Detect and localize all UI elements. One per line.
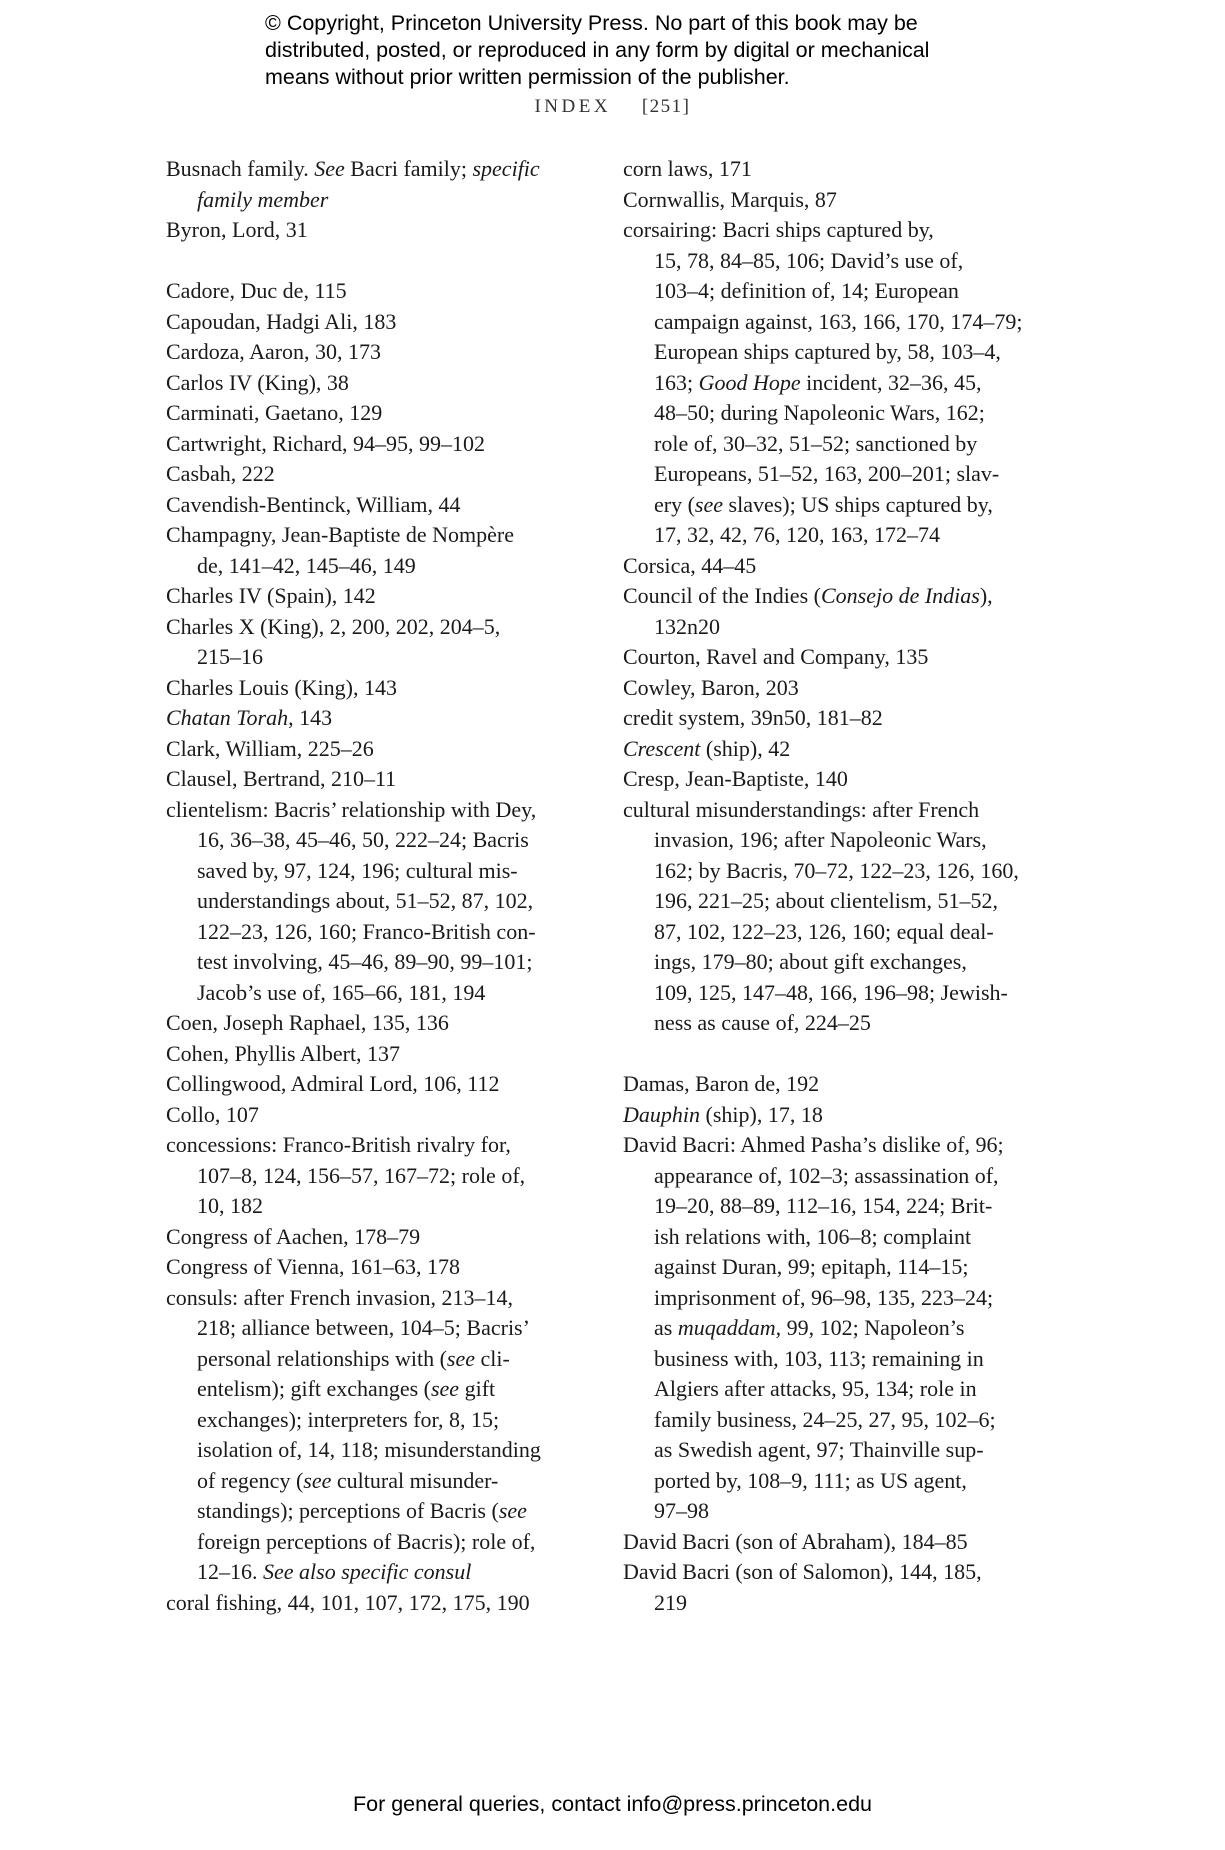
index-text: saved by, 97, 124, 196; cultural mis- xyxy=(197,857,518,883)
index-text: 196, 221–25; about clientelism, 51–52, xyxy=(654,888,999,913)
index-text-italic: specific xyxy=(472,156,540,181)
index-text: Carminati, Gaetano, 129 xyxy=(166,400,383,425)
index-entry-line xyxy=(166,673,586,704)
index-entry-line xyxy=(166,764,586,795)
index-text-italic: see xyxy=(498,1498,527,1523)
index-text: Congress of Aachen, 178–79 xyxy=(166,1223,421,1249)
index-text: Collingwood, Admiral Lord, 106, 112 xyxy=(166,1071,500,1096)
index-text: ish relations with, 106–8; complaint xyxy=(654,1223,972,1249)
index-entry-continuation xyxy=(623,886,1043,917)
index-entry-line xyxy=(623,1130,1043,1161)
index-entry-line xyxy=(623,551,1043,582)
index-gap xyxy=(623,1039,1043,1070)
index-entry-continuation xyxy=(166,1435,586,1466)
index-entry-line xyxy=(623,581,1043,612)
index-entry-continuation xyxy=(166,1527,586,1558)
index-entry-continuation xyxy=(623,825,1043,856)
index-entry-line xyxy=(623,154,1043,185)
index-text: 219 xyxy=(654,1589,687,1615)
index-text: corn laws, 171 xyxy=(623,156,752,181)
index-entry-line xyxy=(623,673,1043,704)
index-text-italic: see xyxy=(303,1467,332,1493)
index-entry-line xyxy=(166,795,586,826)
index-gap xyxy=(166,246,586,277)
index-text: incident, 32–36, 45, xyxy=(800,369,982,395)
index-text: Cadore, Duc de, 115 xyxy=(166,278,347,303)
index-entry-continuation xyxy=(623,1466,1043,1497)
index-entry-line xyxy=(166,429,586,460)
index-entry-line xyxy=(166,1039,586,1070)
index-entry-continuation xyxy=(623,459,1043,490)
index-entry-continuation xyxy=(166,947,586,978)
index-text: Casbah, 222 xyxy=(166,461,275,486)
index-text: clientelism: Bacris’ relationship with Dey, xyxy=(166,796,537,822)
index-entry-line xyxy=(623,764,1043,795)
index-text-italic: See also specific consul xyxy=(263,1559,472,1584)
index-text: David Bacri (son of Abraham), 184–85 xyxy=(623,1528,968,1554)
index-text-italic: see xyxy=(446,1345,475,1371)
index-text: cli- xyxy=(475,1345,510,1371)
index-entry-line xyxy=(623,795,1043,826)
index-entry-continuation xyxy=(623,398,1043,429)
index-text: ings, 179–80; about gift exchanges, xyxy=(654,949,967,974)
index-entry-continuation xyxy=(623,246,1043,277)
index-text: invasion, 196; after Napoleonic Wars, xyxy=(654,827,987,852)
index-entry-continuation xyxy=(623,368,1043,399)
index-text: , 143 xyxy=(288,705,333,730)
copyright-line: distributed, posted, or reproduced in any form by digital or mechanical xyxy=(265,38,930,62)
index-text: understandings about, 51–52, 87, 102, xyxy=(197,888,534,913)
index-entry-line xyxy=(166,398,586,429)
index-text: as Swedish agent, 97; Thainville sup- xyxy=(654,1437,984,1462)
index-text: coral fishing, 44, 101, 107, 172, 175, 190 xyxy=(166,1589,530,1615)
index-text: Cardoza, Aaron, 30, 173 xyxy=(166,339,382,364)
index-text: 87, 102, 122–23, 126, 160; equal deal- xyxy=(654,918,994,944)
index-text: isolation of, 14, 118; misunderstanding xyxy=(197,1437,541,1462)
index-column-left xyxy=(166,154,586,1618)
copyright-line: means without prior written permission of the publisher. xyxy=(265,65,790,89)
index-text: Clark, William, 225–26 xyxy=(166,735,374,761)
index-entry-continuation xyxy=(623,917,1043,948)
index-text: Jacob’s use of, 165–66, 181, 194 xyxy=(197,979,486,1005)
index-text: campaign against, 163, 166, 170, 174–79; xyxy=(654,308,1023,334)
index-text: Busnach family. xyxy=(166,156,315,181)
index-text: Coen, Joseph Raphael, 135, 136 xyxy=(166,1010,449,1035)
index-entry-line xyxy=(166,520,586,551)
index-text-italic: see xyxy=(430,1376,460,1401)
index-text: 109, 125, 147–48, 166, 196–98; Jewish- xyxy=(654,979,1008,1005)
index-text: 215–16 xyxy=(197,644,263,669)
index-text: against Duran, 99; epitaph, 114–15; xyxy=(654,1254,969,1279)
index-entry-continuation xyxy=(166,1466,586,1497)
index-text: imprisonment of, 96–98, 135, 223–24; xyxy=(654,1284,994,1310)
index-text: cultural misunder- xyxy=(331,1467,499,1493)
index-entry-continuation xyxy=(166,1161,586,1192)
index-text: slaves); US ships captured by, xyxy=(723,491,993,517)
index-entry-line xyxy=(166,368,586,399)
index-text: Carlos IV (King), 38 xyxy=(166,369,349,395)
index-entry-line xyxy=(166,1100,586,1131)
index-entry-line xyxy=(623,215,1043,246)
index-entry-continuation xyxy=(623,1191,1043,1222)
index-entry-line xyxy=(166,581,586,612)
index-entry-line xyxy=(623,1527,1043,1558)
index-text: 97–98 xyxy=(654,1498,709,1523)
index-text-italic: Consejo de Indias xyxy=(820,583,980,608)
index-text: standings); perceptions of Bacris ( xyxy=(197,1498,499,1523)
index-text: concessions: Franco-British rivalry for, xyxy=(166,1132,511,1157)
index-entry-continuation xyxy=(623,1496,1043,1527)
index-text: 99, 102; Napoleon’s xyxy=(781,1315,965,1340)
index-entry-continuation xyxy=(166,1557,586,1588)
index-entry-continuation xyxy=(623,1344,1043,1375)
index-entry-line xyxy=(623,1069,1043,1100)
index-text: Champagny, Jean-Baptiste de Nompère xyxy=(166,522,515,547)
index-text: Cartwright, Richard, 94–95, 99–102 xyxy=(166,430,485,456)
index-entry-continuation xyxy=(623,612,1043,643)
index-entry-continuation xyxy=(623,1252,1043,1283)
index-entry-continuation xyxy=(623,947,1043,978)
index-text-italic: muqaddam, xyxy=(677,1315,782,1340)
index-text: Courton, Ravel and Company, 135 xyxy=(623,644,929,669)
index-entry-continuation xyxy=(166,978,586,1009)
index-text: 17, 32, 42, 76, 120, 163, 172–74 xyxy=(654,522,940,547)
index-column-right xyxy=(623,154,1043,1618)
index-entry-continuation xyxy=(623,1405,1043,1436)
index-text-italic: family member xyxy=(197,186,329,212)
index-entry-line xyxy=(166,734,586,765)
copyright-line: © Copyright, Princeton University Press. No part of this book may be xyxy=(265,11,918,35)
index-text: Congress of Vienna, 161–63, 178 xyxy=(166,1254,461,1279)
index-entry-continuation xyxy=(623,307,1043,338)
index-entry-continuation xyxy=(166,1313,586,1344)
index-text: ), xyxy=(979,583,993,608)
index-text-italic: See xyxy=(314,156,345,181)
index-entry-line xyxy=(166,1588,586,1619)
index-entry-continuation xyxy=(623,337,1043,368)
index-entry-continuation xyxy=(623,1008,1043,1039)
index-text: entelism); gift exchanges ( xyxy=(197,1376,431,1401)
index-text: David Bacri (son of Salomon), 144, 185, xyxy=(623,1559,982,1584)
index-text: (ship), 42 xyxy=(700,735,791,761)
index-text: foreign perceptions of Bacris); role of, xyxy=(197,1528,536,1554)
index-text: Corsica, 44–45 xyxy=(623,552,757,578)
index-entry-continuation xyxy=(623,856,1043,887)
index-entry-continuation xyxy=(166,856,586,887)
index-entry-line xyxy=(166,1008,586,1039)
index-text: Clausel, Bertrand, 210–11 xyxy=(166,766,397,791)
index-text: 132n20 xyxy=(654,613,720,639)
index-entry-continuation xyxy=(623,1374,1043,1405)
index-text: Cornwallis, Marquis, 87 xyxy=(623,186,837,212)
index-text: de, 141–42, 145–46, 149 xyxy=(197,552,416,578)
index-entry-continuation xyxy=(623,520,1043,551)
index-entry-continuation xyxy=(623,276,1043,307)
index-text-italic: Dauphin xyxy=(623,1101,700,1127)
index-entry-continuation xyxy=(166,642,586,673)
index-text: ery ( xyxy=(654,491,695,517)
index-entry-continuation xyxy=(166,1374,586,1405)
index-text: as xyxy=(654,1315,678,1340)
index-text: credit system, 39n50, 181–82 xyxy=(623,705,883,730)
index-entry-line xyxy=(166,490,586,521)
index-text: business with, 103, 113; remaining in xyxy=(654,1345,984,1371)
index-text: Council of the Indies ( xyxy=(623,583,821,608)
index-text: ness as cause of, 224–25 xyxy=(654,1010,871,1035)
index-entry-line xyxy=(166,215,586,246)
index-text: Bacri family; xyxy=(344,156,473,181)
index-text-italic: Chatan Torah xyxy=(166,705,289,730)
index-text: Algiers after attacks, 95, 134; role in xyxy=(654,1376,977,1401)
index-entry-continuation xyxy=(166,917,586,948)
page-number: [251] xyxy=(641,96,691,117)
index-entry-line xyxy=(623,734,1043,765)
index-text: personal relationships with ( xyxy=(197,1345,447,1371)
index-text: 16, 36–38, 45–46, 50, 222–24; Bacris xyxy=(197,827,529,852)
index-entry-line xyxy=(166,276,586,307)
index-text: consuls: after French invasion, 213–14, xyxy=(166,1284,514,1310)
index-text: Europeans, 51–52, 163, 200–201; slav- xyxy=(654,461,1000,486)
index-entry-continuation xyxy=(623,490,1043,521)
index-entry-continuation xyxy=(623,429,1043,460)
index-text: Byron, Lord, 31 xyxy=(166,217,308,242)
index-entry-continuation xyxy=(166,1191,586,1222)
index-text: Damas, Baron de, 192 xyxy=(623,1071,820,1096)
index-entry-continuation xyxy=(623,1222,1043,1253)
index-text: ported by, 108–9, 111; as US agent, xyxy=(654,1467,967,1493)
index-entry-continuation xyxy=(166,185,586,216)
index-text: 163; xyxy=(654,369,699,395)
index-text: 107–8, 124, 156–57, 167–72; role of, xyxy=(197,1162,526,1188)
index-entry-continuation xyxy=(166,551,586,582)
index-entry-continuation xyxy=(166,886,586,917)
index-entry-continuation xyxy=(166,1344,586,1375)
index-text: 162; by Bacris, 70–72, 122–23, 126, 160, xyxy=(654,857,1019,883)
index-text: cultural misunderstandings: after French xyxy=(623,796,980,822)
index-text-italic: Good Hope xyxy=(698,369,801,395)
index-text: 19–20, 88–89, 112–16, 154, 224; Brit- xyxy=(654,1193,993,1218)
index-text: Cohen, Phyllis Albert, 137 xyxy=(166,1040,401,1066)
index-entry-line xyxy=(166,307,586,338)
index-text: appearance of, 102–3; assassination of, xyxy=(654,1162,999,1188)
index-text: European ships captured by, 58, 103–4, xyxy=(654,339,1001,364)
index-entry-line xyxy=(623,1557,1043,1588)
index-text: gift xyxy=(459,1376,496,1401)
running-head-label: INDEX xyxy=(534,96,612,117)
index-text: Charles IV (Spain), 142 xyxy=(166,583,376,608)
index-entry-line xyxy=(166,1069,586,1100)
index-entry-line xyxy=(166,459,586,490)
index-text: Collo, 107 xyxy=(166,1101,259,1127)
index-entry-line xyxy=(166,1130,586,1161)
index-text-italic: Crescent xyxy=(623,735,701,761)
index-entry-line xyxy=(166,154,586,185)
index-text: 103–4; definition of, 14; European xyxy=(654,278,959,303)
index-entry-continuation xyxy=(623,1283,1043,1314)
index-text: Capoudan, Hadgi Ali, 183 xyxy=(166,308,397,334)
index-text: 122–23, 126, 160; Franco-British con- xyxy=(197,918,536,944)
index-text-italic: see xyxy=(694,491,724,517)
index-text: 48–50; during Napoleonic Wars, 162; xyxy=(654,400,985,425)
index-text: test involving, 45–46, 89–90, 99–101; xyxy=(197,949,533,974)
index-text: Cresp, Jean-Baptiste, 140 xyxy=(623,766,848,791)
index-text: 12–16. xyxy=(197,1559,263,1584)
index-text: Cowley, Baron, 203 xyxy=(623,674,799,700)
running-head xyxy=(0,95,1225,119)
index-entry-line xyxy=(623,703,1043,734)
index-text: 218; alliance between, 104–5; Bacris’ xyxy=(197,1315,530,1340)
index-entry-continuation xyxy=(166,1496,586,1527)
index-text: family business, 24–25, 27, 95, 102–6; xyxy=(654,1406,996,1432)
index-entry-continuation xyxy=(623,1588,1043,1619)
index-text: corsairing: Bacri ships captured by, xyxy=(623,217,934,242)
index-entry-continuation xyxy=(166,1405,586,1436)
index-text: (ship), 17, 18 xyxy=(700,1101,823,1127)
index-entry-line xyxy=(166,1252,586,1283)
index-entry-line xyxy=(166,1222,586,1253)
index-entry-continuation xyxy=(623,1161,1043,1192)
index-text: Cavendish-Bentinck, William, 44 xyxy=(166,491,461,517)
index-text: Charles Louis (King), 143 xyxy=(166,674,397,700)
index-entry-line xyxy=(623,185,1043,216)
index-entry-continuation xyxy=(166,825,586,856)
index-entry-line xyxy=(166,337,586,368)
index-entry-continuation xyxy=(623,1313,1043,1344)
index-entry-line xyxy=(623,642,1043,673)
index-text: Charles X (King), 2, 200, 202, 204–5, xyxy=(166,613,501,639)
index-entry-line xyxy=(623,1100,1043,1131)
index-text: 10, 182 xyxy=(197,1193,263,1218)
copyright-notice xyxy=(265,10,1025,91)
index-entry-continuation xyxy=(623,978,1043,1009)
index-entry-continuation xyxy=(623,1435,1043,1466)
index-text: David Bacri: Ahmed Pasha’s dislike of, 96; xyxy=(623,1132,1004,1157)
footer-contact: For general queries, contact info@press.princeton.edu xyxy=(352,1792,872,1816)
index-text: 15, 78, 84–85, 106; David’s use of, xyxy=(654,247,964,273)
index-entry-line xyxy=(166,612,586,643)
index-entry-line xyxy=(166,1283,586,1314)
index-text: of regency ( xyxy=(197,1467,304,1493)
index-text: exchanges); interpreters for, 8, 15; xyxy=(197,1406,500,1432)
index-entry-line xyxy=(166,703,586,734)
index-text: role of, 30–32, 51–52; sanctioned by xyxy=(654,430,978,456)
